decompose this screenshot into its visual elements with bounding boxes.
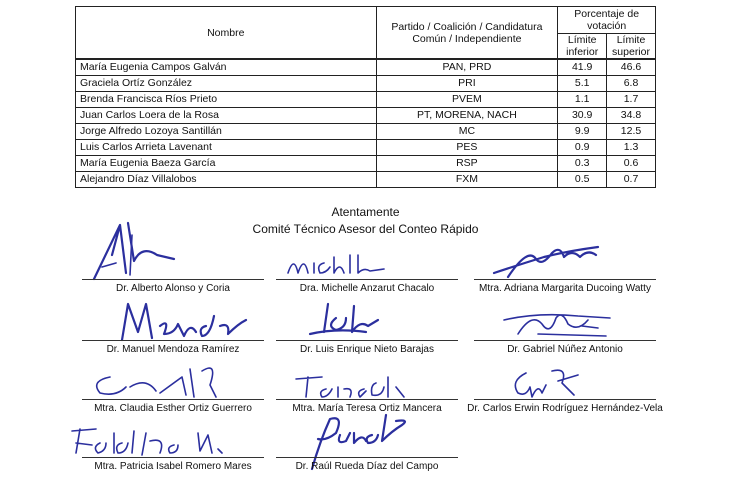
lower-limit-value: 0.9 [558, 140, 607, 156]
signature-line [474, 399, 656, 400]
table-row [76, 76, 656, 92]
signature-ink [86, 357, 236, 401]
upper-limit-value: 1.7 [607, 92, 656, 108]
lower-limit-value: 0.3 [558, 156, 607, 172]
header-party: Partido / Coalición / Candidatura Común / Independiente [376, 7, 558, 60]
candidate-name: María Eugenia Campos Galván [76, 59, 377, 76]
candidate-party: PAN, PRD [376, 59, 558, 76]
candidate-party: PT, MORENA, NACH [376, 108, 558, 124]
candidate-name: Alejandro Díaz Villalobos [76, 172, 377, 188]
closing-atentamente: Atentamente [331, 205, 400, 219]
signature-line [276, 340, 458, 341]
candidate-party: PRI [376, 76, 558, 92]
signatory-name: Dr. Alberto Alonso y Coria [116, 283, 230, 294]
lower-limit-value: 9.9 [558, 124, 607, 140]
signatory-name: Dr. Raúl Rueda Díaz del Campo [295, 461, 439, 472]
table-row [76, 124, 656, 140]
signature-line [276, 399, 458, 400]
table-row [76, 59, 656, 76]
signature-ink [498, 306, 618, 342]
upper-limit-value: 34.8 [607, 108, 656, 124]
signature-line [82, 399, 264, 400]
signatory-name: Dr. Carlos Erwin Rodríguez Hernández-Vela [467, 403, 663, 414]
upper-limit-value: 1.3 [607, 140, 656, 156]
table-row [76, 92, 656, 108]
results-table [75, 6, 656, 188]
candidate-name: Brenda Francisca Ríos Prieto [76, 92, 377, 108]
table-row [76, 172, 656, 188]
lower-limit-value: 30.9 [558, 108, 607, 124]
signatory-name: Dr. Manuel Mendoza Ramírez [106, 344, 240, 355]
signature-line [474, 279, 656, 280]
candidate-party: PVEM [376, 92, 558, 108]
signature-ink [488, 239, 618, 281]
signatory-name: Mtra. Claudia Esther Ortiz Guerrero [94, 403, 252, 414]
candidate-name: Graciela Ortíz González [76, 76, 377, 92]
signature-line [474, 340, 656, 341]
upper-limit-value: 0.6 [607, 156, 656, 172]
lower-limit-value: 41.9 [558, 59, 607, 76]
upper-limit-value: 12.5 [607, 124, 656, 140]
committee-title: Comité Técnico Asesor del Conteo Rápido [252, 222, 479, 236]
candidate-name: Jorge Alfredo Lozoya Santillán [76, 124, 377, 140]
upper-limit-value: 6.8 [607, 76, 656, 92]
header-lower-limit: Límite inferior [558, 34, 607, 60]
table-row [76, 108, 656, 124]
signature-line [82, 340, 264, 341]
header-percentage: Porcentaje de votación [558, 7, 656, 34]
candidate-name: Luis Carlos Arrieta Lavenant [76, 140, 377, 156]
candidate-name: Juan Carlos Loera de la Rosa [76, 108, 377, 124]
signature-line [276, 279, 458, 280]
signature-line [82, 279, 264, 280]
signature-ink [292, 373, 412, 401]
upper-limit-value: 46.6 [607, 59, 656, 76]
table-row [76, 140, 656, 156]
signature-ink [112, 296, 262, 342]
signature-ink [284, 251, 404, 281]
signature-ink [66, 423, 246, 459]
signatory-name: Dr. Luis Enrique Nieto Barajas [300, 344, 434, 355]
candidate-party: FXM [376, 172, 558, 188]
signatory-name: Dra. Michelle Anzarut Chacalo [299, 283, 435, 294]
signatory-name: Mtra. Patricia Isabel Romero Mares [94, 461, 252, 472]
signature-ink [82, 215, 252, 285]
candidate-name: María Eugenia Baeza García [76, 156, 377, 172]
header-upper-limit: Límite superior [607, 34, 656, 60]
header-name: Nombre [76, 7, 377, 60]
signatory-name: Mtra. María Teresa Ortiz Mancera [292, 403, 442, 414]
signatory-name: Dr. Gabriel Núñez Antonio [507, 344, 623, 355]
signature-line [276, 457, 458, 458]
signature-ink [508, 365, 588, 401]
signatory-name: Mtra. Adriana Margarita Ducoing Watty [479, 283, 651, 294]
lower-limit-value: 5.1 [558, 76, 607, 92]
candidate-party: RSP [376, 156, 558, 172]
upper-limit-value: 0.7 [607, 172, 656, 188]
signature-line [82, 457, 264, 458]
signature-ink [306, 298, 416, 342]
candidate-party: MC [376, 124, 558, 140]
candidate-party: PES [376, 140, 558, 156]
lower-limit-value: 0.5 [558, 172, 607, 188]
table-row [76, 156, 656, 172]
lower-limit-value: 1.1 [558, 92, 607, 108]
